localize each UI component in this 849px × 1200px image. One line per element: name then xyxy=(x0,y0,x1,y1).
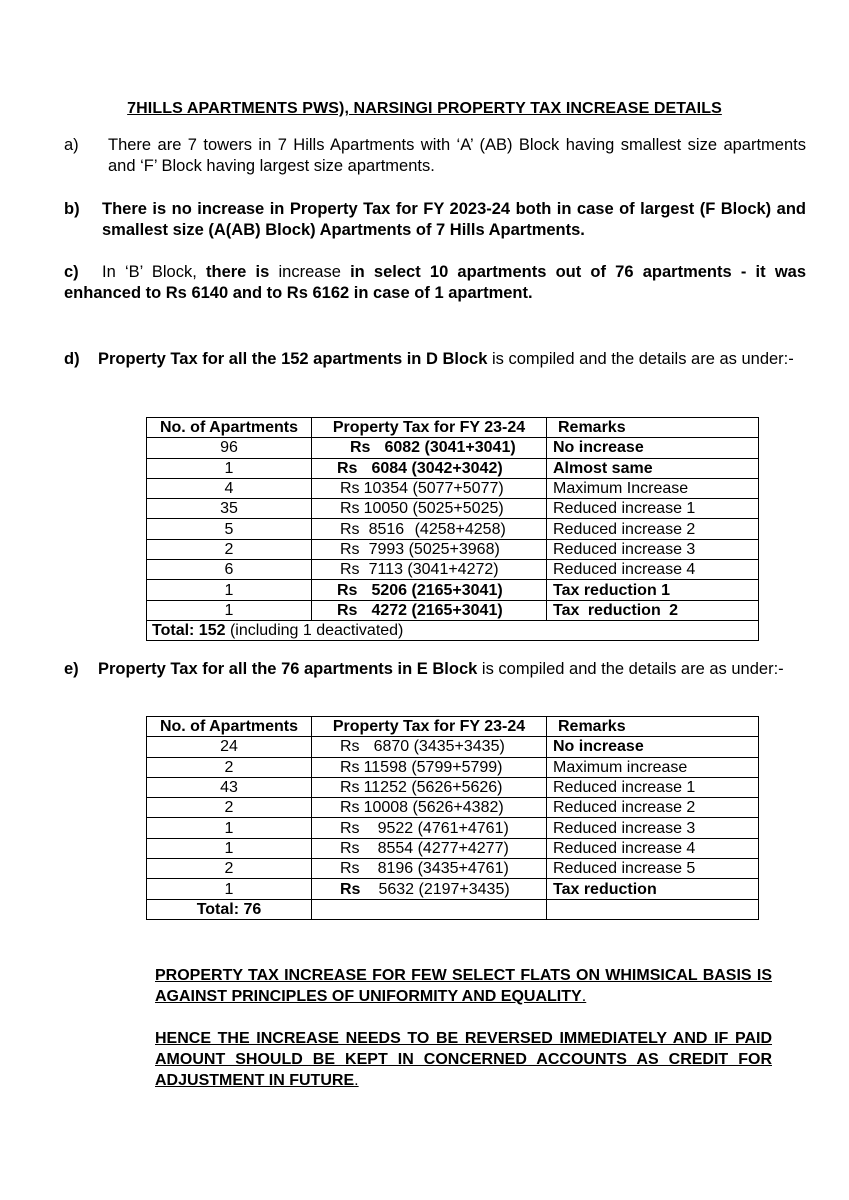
paragraph-d-rest: is compiled and the details are as under:- xyxy=(487,350,794,368)
table-d-rs: Rs xyxy=(350,439,371,457)
table-row xyxy=(147,519,759,539)
table-d-block xyxy=(146,417,759,641)
table-e-header-remarks xyxy=(547,717,759,737)
table-d-tax xyxy=(312,580,547,600)
table-e-remark: Maximum increase xyxy=(547,757,759,777)
table-d-rs: Rs xyxy=(337,459,358,477)
table-d-count: 1 xyxy=(147,600,312,620)
paragraph-e-rest: is compiled and the details are as under:- xyxy=(477,660,784,678)
table-d-total xyxy=(147,620,759,640)
table-d-rs: Rs xyxy=(337,581,358,599)
table-d-tax-value: 6084 (3042+3042) xyxy=(371,459,503,477)
table-d-tax xyxy=(312,519,547,539)
table-e-block xyxy=(146,716,759,920)
table-d-rs: Rs xyxy=(340,520,360,538)
table-row xyxy=(147,838,759,858)
table-e-total-row xyxy=(147,899,759,919)
paragraph-e-text xyxy=(64,659,806,680)
table-row xyxy=(147,458,759,478)
table-d-tax-value: 4272 (2165+3041) xyxy=(371,601,503,619)
table-d-count: 1 xyxy=(147,458,312,478)
paragraph-b-label: b) xyxy=(64,200,80,218)
table-e-count: 43 xyxy=(147,777,312,797)
table-d-header-remarks xyxy=(547,418,759,438)
table-e-tax-value: 8196 (3435+4761) xyxy=(377,860,509,878)
table-row xyxy=(147,777,759,797)
table-e-rs: Rs xyxy=(340,860,360,878)
table-d-remark: No increase xyxy=(547,438,759,458)
table-d-tax-value: 8516 (4258+4258) xyxy=(368,520,506,538)
table-e-total: Total: 76 xyxy=(147,899,312,919)
table-row xyxy=(147,438,759,458)
table-e-tax-value: 11598 (5799+5799) xyxy=(363,758,503,776)
table-d-rs: Rs xyxy=(340,540,360,558)
table-e-rs: Rs xyxy=(340,839,360,857)
table-e-tax-value: 10008 (5626+4382) xyxy=(363,799,504,817)
paragraph-b-text: There is no increase in Property Tax for FY 2023-24 both in case of largest (F Block) and smallest size (A(AB) Block) Apartments of 7 Hills Apartments. xyxy=(102,200,806,239)
table-e-tax xyxy=(312,737,547,757)
table-row xyxy=(147,478,759,498)
table-e-rs: Rs xyxy=(340,758,360,776)
table-e-header-tax: Property Tax for FY 23-24 xyxy=(312,717,547,737)
paragraph-d xyxy=(64,349,806,370)
table-e-remark: Reduced increase 4 xyxy=(547,838,759,858)
paragraph-c xyxy=(64,262,806,304)
footer-statement-1-period: . xyxy=(581,988,587,1005)
table-d-rs: Rs xyxy=(337,601,358,619)
footer-statement-1-text: PROPERTY TAX INCREASE FOR FEW SELECT FLATS ON WHIMSICAL BASIS IS AGAINST PRINCIPLES OF UNIFORMITY AND EQUALITY xyxy=(155,967,772,1005)
table-row xyxy=(147,539,759,559)
table-d-header-remarks-label: Remarks xyxy=(558,419,626,437)
table-row xyxy=(147,798,759,818)
paragraph-b xyxy=(64,199,806,241)
table-e-header-count: No. of Apartments xyxy=(147,717,312,737)
table-e-tax xyxy=(312,777,547,797)
table-d-tax-value: 5206 (2165+3041) xyxy=(371,581,503,599)
footer-statement-2 xyxy=(155,1028,772,1091)
footer-statement-2-text: HENCE THE INCREASE NEEDS TO BE REVERSED IMMEDIATELY AND IF PAID AMOUNT SHOULD BE KEPT IN CONCERNED ACCOUNTS AS CREDIT FOR ADJUSTMENT IN FUTURE xyxy=(155,1030,772,1089)
table-e-total-empty-1 xyxy=(312,899,547,919)
table-d-remark: Tax reduction 2 xyxy=(547,600,759,620)
table-d-rs: Rs xyxy=(340,480,360,498)
table-d-count: 5 xyxy=(147,519,312,539)
table-e-count: 1 xyxy=(147,818,312,838)
table-d-remark: Maximum Increase xyxy=(547,478,759,498)
paragraph-d-label: d) xyxy=(64,350,80,368)
table-row xyxy=(147,859,759,879)
table-e-rs: Rs xyxy=(340,779,360,797)
table-e-total-empty-2 xyxy=(547,899,759,919)
table-d-header-count: No. of Apartments xyxy=(147,418,312,438)
table-d-count: 2 xyxy=(147,539,312,559)
table-d-tax-value: 10050 (5025+5025) xyxy=(363,500,504,518)
table-d-tax xyxy=(312,438,547,458)
page-title: 7HILLS APARTMENTS PWS), NARSINGI PROPERTY TAX INCREASE DETAILS xyxy=(127,100,722,117)
table-d-tax-value: 6082 (3041+3041) xyxy=(384,439,516,457)
table-e-remark: Tax reduction xyxy=(547,879,759,899)
table-d-count: 6 xyxy=(147,560,312,580)
paragraph-e-label: e) xyxy=(64,660,79,678)
paragraph-c-part2: there is xyxy=(206,263,270,281)
table-d-remark: Reduced increase 3 xyxy=(547,539,759,559)
paragraph-c-label: c) xyxy=(64,263,79,281)
table-d-remark: Reduced increase 2 xyxy=(547,519,759,539)
table-row xyxy=(147,757,759,777)
table-d-tax-value: 7113 (3041+4272) xyxy=(368,561,499,579)
table-d-count: 35 xyxy=(147,499,312,519)
paragraph-e-bold: Property Tax for all the 76 apartments in E Block xyxy=(98,660,478,678)
table-d-remark: Reduced increase 4 xyxy=(547,560,759,580)
paragraph-c-part1: In ‘B’ Block, xyxy=(102,263,206,281)
table-d-rs: Rs xyxy=(340,561,360,579)
paragraph-d-bold: Property Tax for all the 152 apartments in D Block xyxy=(98,350,488,368)
table-e-count: 2 xyxy=(147,798,312,818)
table-d-total-rest: (including 1 deactivated) xyxy=(225,622,404,640)
table-d-remark: Almost same xyxy=(547,458,759,478)
table-e-tax-value: 9522 (4761+4761) xyxy=(377,819,509,837)
table-e-rs: Rs xyxy=(340,799,360,817)
table-e-count: 1 xyxy=(147,879,312,899)
paragraph-e xyxy=(64,659,806,680)
table-row xyxy=(147,818,759,838)
table-e-tax-value: 5632 (2197+3435) xyxy=(378,880,510,898)
table-row xyxy=(147,879,759,899)
table-d-remark: Reduced increase 1 xyxy=(547,499,759,519)
table-row xyxy=(147,499,759,519)
table-row xyxy=(147,580,759,600)
table-d-tax xyxy=(312,499,547,519)
table-d-remark: Tax reduction 1 xyxy=(547,580,759,600)
table-e-tax xyxy=(312,859,547,879)
paragraph-a-label: a) xyxy=(64,136,79,154)
table-e-tax xyxy=(312,879,547,899)
table-row xyxy=(147,737,759,757)
table-e-count: 2 xyxy=(147,859,312,879)
table-e-count: 1 xyxy=(147,838,312,858)
table-e-rs: Rs xyxy=(340,819,360,837)
table-d-tax xyxy=(312,539,547,559)
table-row xyxy=(147,600,759,620)
table-e-tax xyxy=(312,838,547,858)
paragraph-d-text xyxy=(64,349,806,370)
paragraph-c-part3: increase xyxy=(269,263,351,281)
table-e-tax xyxy=(312,757,547,777)
paragraph-c-text xyxy=(64,262,806,304)
table-d-tax xyxy=(312,560,547,580)
table-d-tax xyxy=(312,478,547,498)
table-d-count: 4 xyxy=(147,478,312,498)
paragraph-c-part4: in select 10 apartments out of 76 apartments - it was enhanced to Rs 6140 and to Rs 6162 in case of 1 apartment. xyxy=(64,263,807,302)
table-d-tax xyxy=(312,600,547,620)
table-e-rs: Rs xyxy=(340,738,360,756)
table-e-tax-value: 11252 (5626+5626) xyxy=(363,779,503,797)
footer-statement-2-period: . xyxy=(354,1072,359,1089)
paragraph-a-text: There are 7 towers in 7 Hills Apartments with ‘A’ (AB) Block having smallest size apartments and ‘F’ Block having largest size apartments. xyxy=(108,136,806,175)
table-e-remark: Reduced increase 3 xyxy=(547,818,759,838)
table-d-tax-value: 7993 (5025+3968) xyxy=(368,540,500,558)
table-e-remark: Reduced increase 1 xyxy=(547,777,759,797)
table-e-rs: Rs xyxy=(340,880,361,898)
table-e-header-row xyxy=(147,717,759,737)
table-e-remark: Reduced increase 5 xyxy=(547,859,759,879)
paragraph-a xyxy=(64,135,806,177)
table-d-tax xyxy=(312,458,547,478)
table-e-tax xyxy=(312,818,547,838)
table-e-header-remarks-label: Remarks xyxy=(558,718,626,736)
table-row xyxy=(147,560,759,580)
table-d-count: 96 xyxy=(147,438,312,458)
table-d-total-bold: Total: 152 xyxy=(152,622,226,640)
table-e-tax-value: 8554 (4277+4277) xyxy=(377,839,509,857)
table-e-tax xyxy=(312,798,547,818)
table-e-tax-value: 6870 (3435+3435) xyxy=(373,738,505,756)
table-e-remark: No increase xyxy=(547,737,759,757)
table-e-count: 2 xyxy=(147,757,312,777)
table-d-header-tax: Property Tax for FY 23-24 xyxy=(312,418,547,438)
table-d-count: 1 xyxy=(147,580,312,600)
table-d-tax-value: 10354 (5077+5077) xyxy=(363,480,504,498)
table-d-total-row xyxy=(147,620,759,640)
table-e-count: 24 xyxy=(147,737,312,757)
footer-statement-1 xyxy=(155,965,772,1007)
table-d-header-row xyxy=(147,418,759,438)
table-e-remark: Reduced increase 2 xyxy=(547,798,759,818)
table-d-rs: Rs xyxy=(340,500,360,518)
